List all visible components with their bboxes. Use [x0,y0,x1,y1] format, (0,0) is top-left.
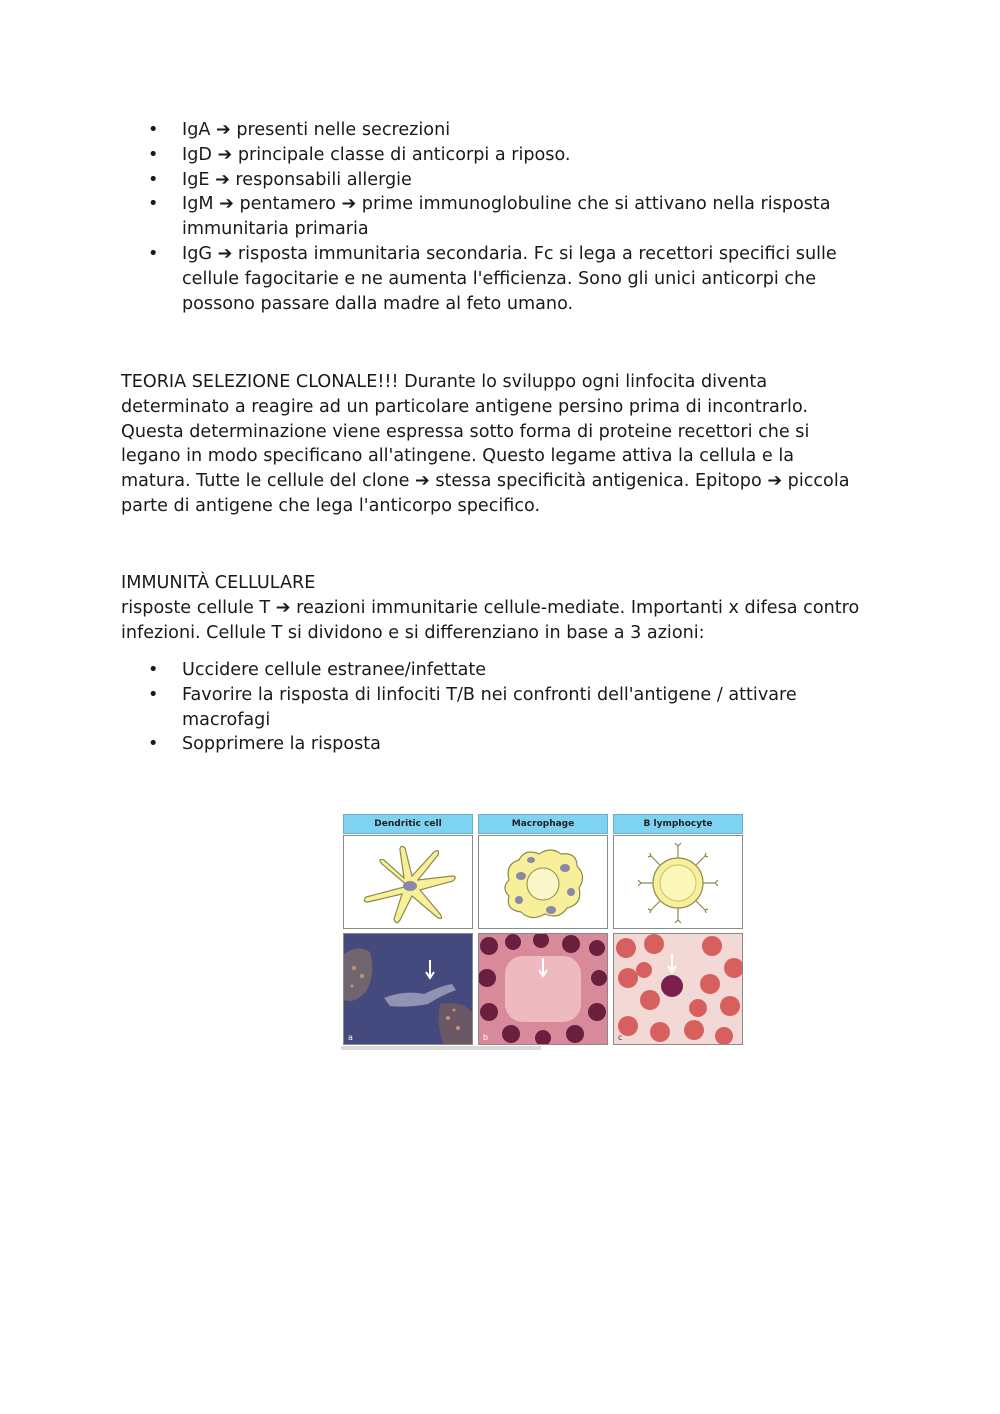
t-cell-actions-list [121,658,881,757]
micrograph-image [614,934,742,1044]
cellular-immunity-paragraph: risposte cellule T ➔ reazioni immunitarie cellule-mediate. Importanti x difesa contro infezioni. Cellule T si dividono e si differenziano in base a 3 azioni: [121,598,860,643]
bullet: • [148,734,159,755]
antibody-class-list [121,118,881,316]
list-item-igm: • IgM ➔ pentamero ➔ prime immunoglobuline che si attivano nella risposta immunitaria primaria [148,194,831,240]
bullet: • [148,120,159,140]
bullet: • [148,144,159,165]
panel-header-macrophage: Macrophage [478,814,608,834]
b-lymphocyte-diagram [613,835,743,929]
section-heading-cellular-immunity: IMMUNITÀ CELLULARE [121,573,316,593]
bullet: • [148,660,159,680]
macrophage-illustration [479,836,607,928]
list-item-ige: • IgE ➔ responsabili allergie [121,168,881,193]
list-item-action: • Favorire la risposta di linfociti T/B nei confronti dell'antigene / attivare macrofagi [148,684,797,730]
b-lymphocyte-micrograph [613,933,743,1045]
figure-caption-blur [341,1046,541,1050]
dendritic-cell-illustration [344,836,472,928]
bullet: • [148,243,159,264]
micrograph-image [479,934,607,1044]
antigen-presenting-cells-figure [341,812,745,1052]
b-lymphocyte-illustration [614,836,742,928]
bullet: • [148,194,159,215]
panel-letter: c [618,1033,623,1042]
list-item-iga: • IgA ➔ presenti nelle secrezioni [121,118,881,143]
list-item-action: • Sopprimere la risposta [121,732,881,757]
list-item-igg: • IgG ➔ risposta immunitaria secondaria. Fc si lega a recettori specifici sulle cellule fagocitarie e ne aumenta l'efficienza. Sono gli unici anticorpi che possono passare dalla madre al feto umano. [148,243,837,314]
panel-header-dendritic-cell: Dendritic cell [343,814,473,834]
panel-letter: b [483,1033,489,1042]
panel-letter: a [348,1033,353,1042]
list-item-igd: • IgD ➔ principale classe di anticorpi a riposo. [121,143,881,168]
clonal-selection-paragraph: TEORIA SELEZIONE CLONALE!!! Durante lo sviluppo ogni linfocita diventa determinato a reagire ad un particolare antigene persino prima di incontrarlo. Questa determinazione viene espressa sotto forma di proteine recettori che si legano in modo specificano all'atingene. Questo legame attiva la cellula e la matura. Tutte le cellule del clone ➔ stessa specificità antigenica. Epitopo ➔ piccola parte di antigene che lega l'anticorpo specifico. [121,372,850,516]
dendritic-cell-micrograph [343,933,473,1045]
list-item-action: • Uccidere cellule estranee/infettate [121,658,881,683]
macrophage-micrograph [478,933,608,1045]
dendritic-cell-diagram [343,835,473,929]
macrophage-diagram [478,835,608,929]
bullet: • [148,169,159,190]
micrograph-image [344,934,472,1044]
panel-header-b-lymphocyte: B lymphocyte [613,814,743,834]
bullet: • [148,684,159,705]
